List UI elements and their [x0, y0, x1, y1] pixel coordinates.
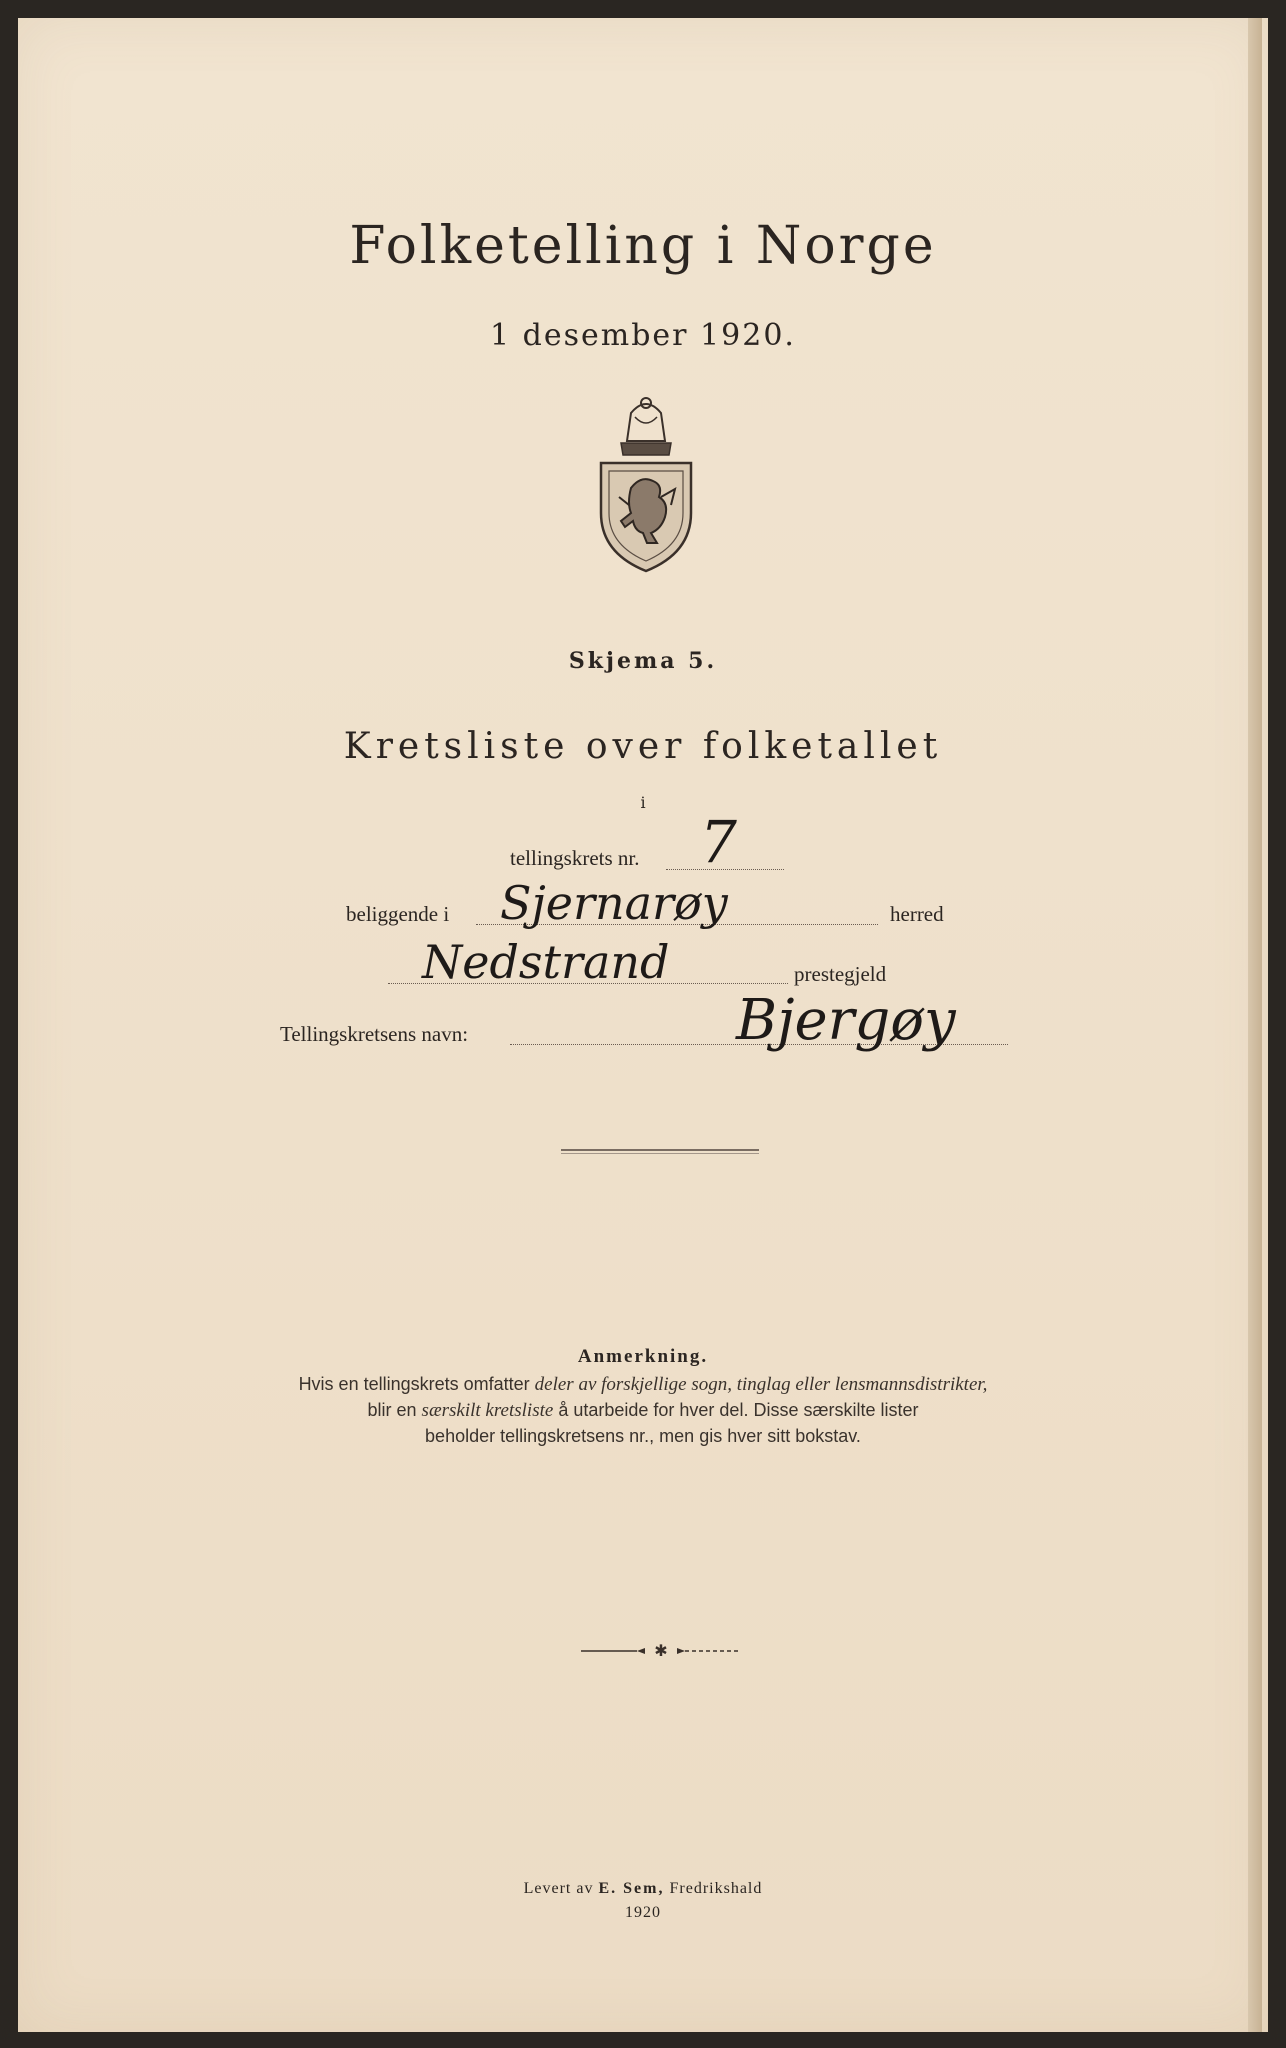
census-date: 1 desember 1920. [490, 318, 796, 353]
herred-name-field[interactable]: Sjernarøy [500, 876, 728, 930]
krets-name-field[interactable]: Bjergøy [736, 988, 956, 1053]
printer-imprint [18, 1880, 1268, 1898]
census-form-page [18, 18, 1268, 2032]
printer-name: E. Sem, [598, 1880, 665, 1897]
svg-text:✱: ✱ [654, 1643, 668, 1659]
krets-number-label: tellingskrets nr. [510, 846, 640, 870]
note-line-3: beholder tellingskretsens nr., men gis hver sitt bokstav. [425, 1426, 861, 1446]
schema-number: Skjema 5. [568, 648, 718, 674]
note-line-2 [18, 1400, 1268, 1422]
printer-place: Fredrikshald [664, 1880, 763, 1897]
note-line-1 [18, 1374, 1268, 1396]
printer-year: 1920 [625, 1904, 661, 1921]
prestegjeld-label: prestegjeld [794, 962, 887, 986]
coat-of-arms-icon [591, 393, 701, 573]
note-emphasis: særskilt kretsliste [421, 1400, 554, 1421]
note-text: Hvis en tellingskrets omfatter [298, 1374, 535, 1394]
krets-name-label: Tellingskretsens navn: [280, 1022, 469, 1046]
document-heading: Kretsliste over folketallet [343, 726, 943, 767]
note-text: blir en [367, 1400, 422, 1420]
krets-number-field[interactable]: 7 [700, 808, 737, 876]
note-text: å utarbeide for hver del. Disse særskilte lister [553, 1400, 919, 1420]
prestegjeld-name-field[interactable]: Nedstrand [422, 935, 670, 989]
herred-label: herred [890, 902, 944, 926]
star-ornament-icon [581, 1643, 741, 1659]
note-emphasis: deler av forskjellige sogn, tinglag eller lensmannsdistrikter, [534, 1374, 988, 1395]
connector-word: i [640, 793, 646, 812]
divider-rule [561, 1149, 759, 1151]
beliggende-label: beliggende i [346, 902, 450, 926]
page-title: Folketelling i Norge [349, 216, 937, 276]
divider-rule-thin [561, 1153, 759, 1154]
printer-prefix: Levert av [523, 1880, 599, 1897]
note-title: Anmerkning. [577, 1346, 709, 1367]
